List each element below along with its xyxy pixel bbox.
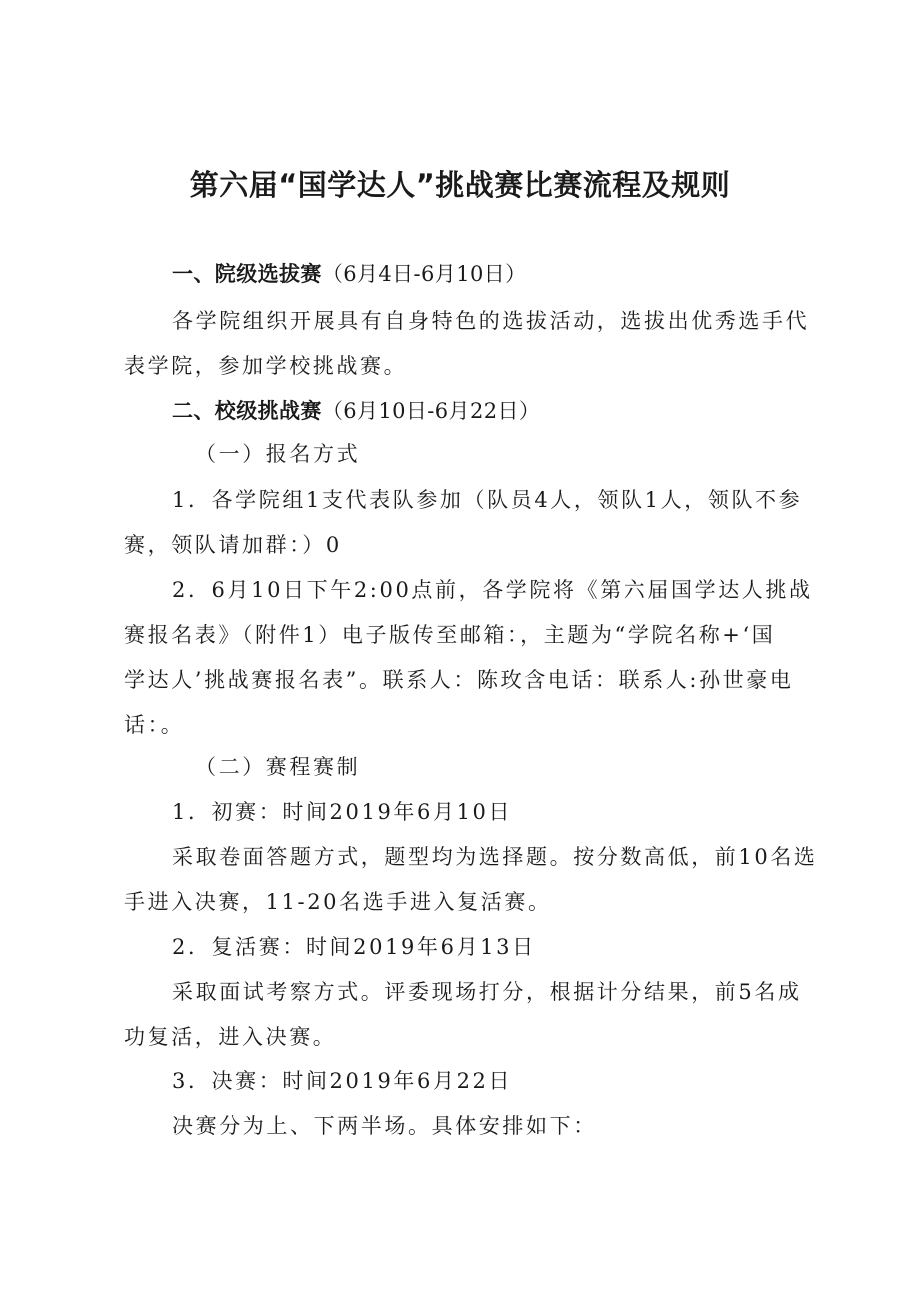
section1-heading	[172, 258, 527, 288]
round1-description-line: 手进入决赛，11-20名选手进入复活赛。	[124, 890, 552, 914]
registration-item1-line: 赛，领队请加群：）0	[124, 533, 342, 557]
section1-paragraph-line: 表学院，参加学校挑战赛。	[124, 354, 408, 378]
registration-item2-line: 学达人’挑战赛报名表”。联系人：陈玫含电话：联系人:孙世豪电	[124, 668, 794, 692]
section2-date: （6月10日-6月22日）	[321, 399, 541, 423]
section2-heading	[172, 395, 540, 425]
registration-item2-line: 赛报名表》（附件1）电子版传至邮箱：，主题为“学院名称+‘国	[124, 623, 776, 647]
section1-paragraph-line: 各学院组织开展具有自身特色的选拔活动，选拔出优秀选手代	[172, 309, 810, 333]
subsection-schedule-heading: （二）赛程赛制	[195, 755, 361, 779]
section1-date: （6月4日-6月10日）	[321, 262, 527, 286]
round1-description-line: 采取卷面答题方式，题型均为选择题。按分数高低，前10名选	[172, 845, 818, 869]
round2-title: 2．复活赛：时间2019年6月13日	[172, 935, 536, 959]
registration-item2-line: 2．6月10日下午2:00点前，各学院将《第六届国学达人挑战	[172, 578, 813, 602]
subsection-registration-heading: （一）报名方式	[195, 442, 361, 466]
round3-description-line: 决赛分为上、下两半场。具体安排如下：	[172, 1114, 597, 1138]
registration-item2-line: 话：。	[124, 713, 185, 737]
document-title: 第六届“国学达人”挑战赛比赛流程及规则	[189, 168, 731, 202]
registration-item1-line: 1．各学院组1支代表队参加（队员4人，领队1人，领队不参	[172, 488, 803, 512]
section1-heading-text: 一、院级选拔赛	[172, 262, 322, 286]
round2-description-line: 功复活，进入决赛。	[124, 1025, 337, 1049]
round3-title: 3．决赛：时间2019年6月22日	[172, 1069, 513, 1093]
section2-heading-text: 二、校级挑战赛	[172, 399, 322, 423]
round1-title: 1．初赛：时间2019年6月10日	[172, 800, 513, 824]
round2-description-line: 采取面试考察方式。评委现场打分，根据计分结果，前5名成	[172, 980, 802, 1004]
